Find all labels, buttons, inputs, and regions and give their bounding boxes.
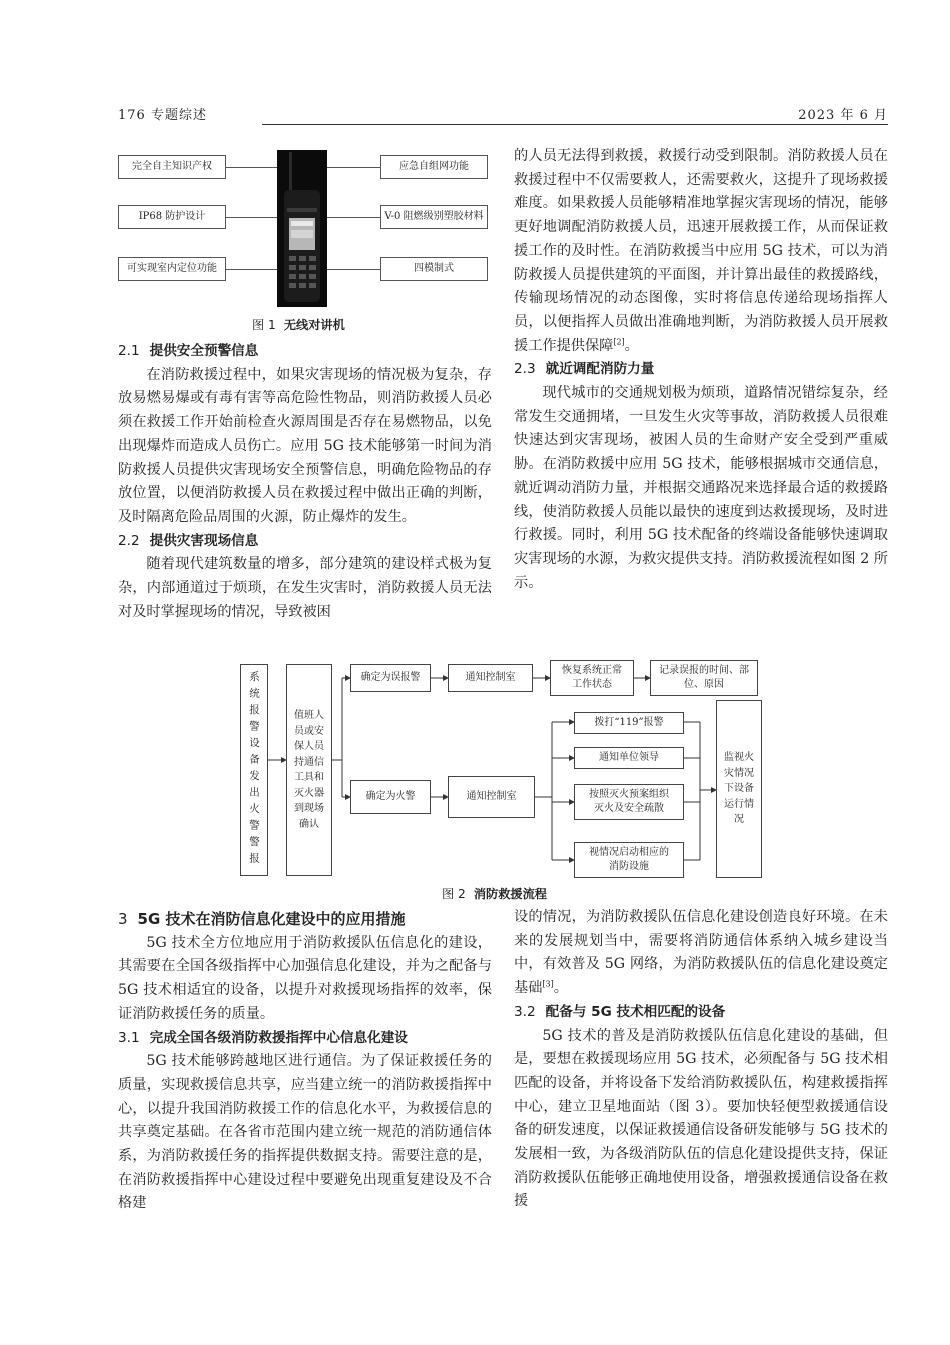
flow-facilities-box: 视情况启动相应的消防设施 [574,842,684,878]
fig1-label-right-2: V-0 阻燃级别塑胶材料 [380,205,488,229]
section-2-3-heading: 2.3 就近调配消防力量 [514,361,655,378]
citation: [3] [542,979,554,989]
flow-false-alarm-box: 确定为误报警 [350,664,431,692]
flow-monitor-box: 监视火灾情况下设备运行情况 [716,700,762,878]
fig1-label-right-1: 应急自组网功能 [380,155,488,179]
figure-1-caption: 图 1 无线对讲机 [252,318,345,332]
fig1-label-right-3: 四模制式 [380,257,488,281]
section-2-1-text: 在消防救援过程中，如果灾害现场的情况极为复杂，存放易燃易爆或有毒有害等高危险性物品，则消防救援人员必须在救援工作开始前检查火源周围是否存在易燃物品，以免出现爆炸而造成人员伤亡。应用 5G 技术能够第一时间为消防救援人员提供灾害现场安全预警信息，明确危险物品的存放位置，以便消防救援人员在救援过程中做出正确的判断，及时隔离危险品周围的火源，防止爆炸的发生。 [118,366,492,525]
fig1-label-left-1: 完全自主知识产权 [118,155,226,179]
section-3-heading: 3 5G 技术在消防信息化建设中的应用措施 [118,910,406,928]
paragraph-continued: 的人员无法得到救援，救援行动受到限制。消防救援人员在救援过程中不仅需要救人，还需要救火，这提升了现场救援难度。如果救援人员能够精准地掌握灾害现场的情况，能够更好地调配消防救援人员，迅速开展救援工作，从而保证救援工作的及时性。在消防救援当中应用 5G 技术，可以为消防救援人员提供建筑的平面图，并计算出最佳的救援路线，传输现场情况的动态图像，实时将信息传递给现场指挥人员，以便指挥人员做出准确地判断，为消防救援人员开展救援工作提供保障[2]。 [514,148,888,354]
section-2-3-text: 现代城市的交通规划极为烦琐，道路情况错综复杂，经常发生交通拥堵，一旦发生火灾等事故，消防救援人员很难快速达到灾害现场，被困人员的生命财产安全受到严重威胁。在消防救援中应用 5G 技术，能够根据城市交通信息，就近调动消防力量，并根据交通路况来选择最合适的救援路线，使消防救援人员能以最快的速度到达救援现场，及时进行救援。同时，利用 5G 技术配备的终端设备能够快速调取灾害现场的水源，为救灾提供支持。消防救援流程如图 2 所示。 [514,385,888,591]
flow-notify-control-bottom: 通知控制室 [448,776,535,818]
issue-date: 2023 年 6 月 [798,108,888,123]
flow-call-119-box: 拨打“119”报警 [574,712,684,734]
citation: [2] [613,336,625,346]
flow-notify-control-top: 通知控制室 [448,664,533,692]
paragraph-continued-2: 设的情况，为消防救援队伍信息化建设创造良好环境。在未来的发展规划当中，需要将消防通信体系纳入城乡建设当中，有效普及 5G 网络，为消防救援队伍的信息化建设奠定基础[3]。 [514,909,888,997]
lower-left-column [118,908,492,1216]
section-3-1-text: 5G 技术能够跨越地区进行通信。为了保证救援任务的质量，实现救援信息共享，应当建立统一的消防救援指挥中心，以提升我国消防救援工作的信息化水平，为救援信息的共享奠定基础。在各省市范围内建立统一规范的消防通信体系，为消防救援任务的指挥提供数据支持。需要注意的是，在消防救援指挥中心建设过程中要避免出现重复建设及不合格建 [118,1053,492,1212]
flow-fire-plan-box: 按照灭火预案组织灭火及安全疏散 [574,784,684,820]
section-2-1-heading: 2.1 提供安全预警信息 [118,343,259,359]
running-header: 176 专题综述 [118,108,207,123]
flow-notify-leader-box: 通知单位领导 [574,747,684,769]
section-2-2-heading: 2.2 提供灾害现场信息 [118,532,259,549]
section-3-2-heading: 3.2 配备与 5G 技术相匹配的设备 [514,1003,726,1020]
section-3-1-heading: 3.1 完成全国各级消防救援指挥中心信息化建设 [118,1029,408,1046]
flow-restore-box: 恢复系统正常工作状态 [550,660,634,696]
fig1-label-left-3: 可实现室内定位功能 [118,257,226,281]
section-3-2-text: 5G 技术的普及是消防救援队伍信息化建设的基础，但是，要想在救援现场应用 5G 技术，必须配备与 5G 技术相匹配的设备，并将设备下发给消防救援队伍，构建救援指挥中心，建立卫星地面站（图 3）。要加快轻便型救援通信设备的研发速度，以保证救援通信设备研发能够与 5G 技术的发展相一致，为各级消防队伍的信息化建设提供支持，保证消防救援队伍能够正确地使用设备，增强救援通信设备在救援 [514,1027,888,1210]
flow-alarm-box: 系统报警设备发出火警警报 [240,664,268,876]
flow-fire-box: 确定为火警 [350,780,431,814]
section-2-2-text: 随着现代建筑数量的增多，部分建筑的建设样式极为复杂，内部通道过于烦琐，在发生灾害时，消防救援人员无法对及时掌握现场的情况，导致被困 [118,556,492,620]
figure-2-caption: 图 2 消防救援流程 [442,887,547,901]
flow-record-box: 记录误报的时间、部位、原因 [650,660,758,696]
flow-duty-box: 值班人员或安保人员持通信工具和灭火器到现场确认 [286,664,332,876]
lower-right-column [514,906,888,1214]
fig1-label-left-2: IP68 防护设计 [118,205,226,229]
section-3-text: 5G 技术全方位地应用于消防救援队伍信息化的建设，其需要在全国各级指挥中心加强信息化建设，并为之配备与 5G 技术相适宜的设备，以提升对救援现场指挥的效率，保证消防救援任务的质量。 [118,934,492,1022]
